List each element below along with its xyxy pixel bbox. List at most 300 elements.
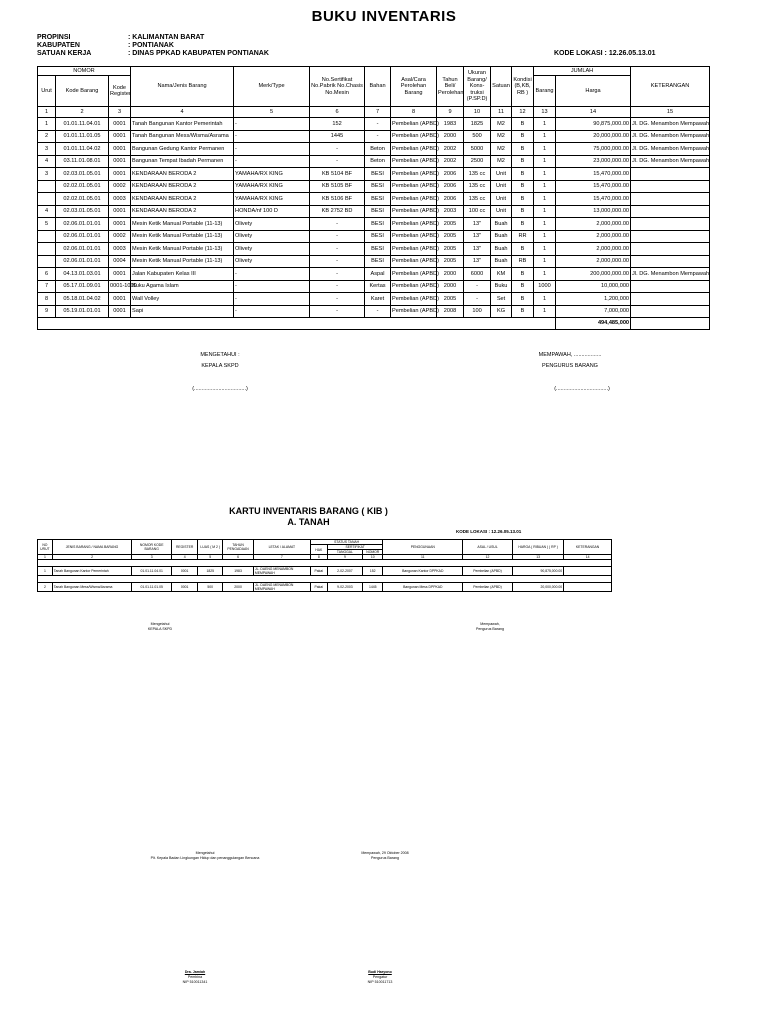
sign-left-title: MENGETAHUI : [200,352,240,358]
table-cell: Bangunan Tempat Ibadah Permanen [131,155,234,168]
table-cell: KENDARAAN BERODA 2 [131,193,234,206]
table-cell: - [310,280,365,293]
table-cell: BESI [365,218,391,231]
table-cell: Pembelian (APBD) [391,130,437,143]
table-cell: 1 [534,143,556,156]
table-row [38,230,710,243]
sign-right [520,350,620,372]
header-bahan: Bahan [365,67,391,107]
table-cell: 1 [534,230,556,243]
table-cell: Pembelian (APBD) [391,268,437,281]
table-cell [631,255,710,268]
table-cell: B [512,193,534,206]
table-cell: RR [512,230,534,243]
kib-column-number: 9 [327,555,362,560]
table-cell: Unit [491,205,512,218]
table-cell: BESI [365,255,391,268]
footer-sign-right: Mempawah, 29 Oktober 2008 Pengurus Barang [361,851,409,860]
table-row [38,305,710,318]
table-cell: 3 [38,143,56,156]
table-cell: BESI [365,243,391,256]
table-cell: B [512,268,534,281]
table-cell: Mesin Ketik Manual Portable (11-13) [131,230,234,243]
info-propinsi: PROPINSI : KALIMANTAN BARAT [37,34,205,41]
kib-column-number: 14 [564,555,612,560]
table-row [38,243,710,256]
table-cell: - [365,130,391,143]
kib-table-cell: 1 [38,567,53,576]
footer-name-right: Budi Haryono Pengatur NIP 510011713 [367,970,393,984]
kib-table-cell: 1445 [363,583,383,592]
kib-spacer-row [38,560,612,567]
kib-table-cell: Bangunan Kantor DPPKAD [383,567,463,576]
table-cell: B [512,143,534,156]
table-cell: 01.01.11.04.02 [56,143,109,156]
table-cell: Pembelian (APBD) [391,230,437,243]
header-barang: Barang [534,76,556,107]
table-header-row [38,67,710,76]
header-kode-register: Kode Register [109,76,131,107]
kib-sign-left: Mengetahui KEPALA SKPD [147,622,173,631]
table-cell: - [310,155,365,168]
table-cell: Olivety [234,243,310,256]
table-cell: Jl. DG. Menambon Mempawah [631,118,710,131]
sign-left [180,350,260,372]
table-cell: Buah [491,255,512,268]
column-number: 7 [365,107,391,118]
kib-table-cell: 90,875,000.00 [513,567,564,576]
kib-spacer-row [38,576,612,583]
table-cell: 90,875,000.00 [556,118,631,131]
header-asal: Asal/Cara Perolehan Barang [391,67,437,107]
table-cell [631,293,710,306]
header-nama: Nama/Jenis Barang [131,67,234,107]
kib-table [37,539,612,592]
table-cell [38,255,56,268]
table-cell: Unit [491,193,512,206]
kib-table-cell: Pakai [310,583,327,592]
kib-table-cell [564,567,612,576]
kib-table-cell: 0001 [172,567,198,576]
table-cell: M2 [491,130,512,143]
table-cell: - [234,293,310,306]
table-cell: 0001 [109,130,131,143]
kib-column-number: 12 [463,555,513,560]
table-cell: M2 [491,143,512,156]
table-cell: Pembelian (APBD) [391,118,437,131]
table-cell: 9 [38,305,56,318]
table-cell: KENDARAAN BERODA 2 [131,180,234,193]
table-cell: - [234,155,310,168]
kib-header-letak: LETAK / ALAMAT [253,540,310,555]
table-cell: 135 cc [464,193,491,206]
column-number: 12 [512,107,534,118]
table-cell: 2,000,000.00 [556,230,631,243]
table-cell: 0004 [109,255,131,268]
table-cell [38,230,56,243]
table-cell: Buku [491,280,512,293]
header-urut: Urut [38,76,56,107]
table-cell: 200,000,000.00 [556,268,631,281]
table-cell: 05.19.01.01.01 [56,305,109,318]
table-cell: 5 [38,218,56,231]
table-cell: KB 5105 BF [310,180,365,193]
table-row [38,168,710,181]
table-cell: 2005 [437,255,464,268]
kib-title: KARTU INVENTARIS BARANG ( KIB ) A. TANAH [229,506,388,527]
table-cell [631,205,710,218]
kib-column-number: 5 [198,555,223,560]
kib-table-cell: JL. DAENG MENAMBON MEMPAWAH [253,567,310,576]
column-number: 10 [464,107,491,118]
table-cell: - [234,305,310,318]
table-cell: - [365,305,391,318]
table-cell: 7,000,000 [556,305,631,318]
table-cell: 0001 [109,118,131,131]
table-cell: 2002 [437,155,464,168]
table-cell: 2 [38,130,56,143]
table-cell: 1825 [464,118,491,131]
header-merk: Merk/Type [234,67,310,107]
footer-sign-left: Mengetahui Plt. Kepala Badan Lingkungan Hidup dan penanggulangan Bencana [150,851,260,860]
inventory-table [37,66,710,330]
kib-table-cell: 500 [198,583,223,592]
table-cell: Tanah Bangunan Mess/Wisma/Asrama [131,130,234,143]
table-cell: 4 [38,205,56,218]
table-cell: 05.18.01.04.02 [56,293,109,306]
table-cell: B [512,180,534,193]
table-cell: B [512,293,534,306]
table-cell: KENDARAAN BERODA 2 [131,168,234,181]
table-cell: Jl. DG. Menambon Mempawah [631,268,710,281]
table-cell: 2000 [437,280,464,293]
table-cell: Unit [491,180,512,193]
table-cell: 7 [38,280,56,293]
column-number: 11 [491,107,512,118]
table-cell: 2,000,000.00 [556,243,631,256]
table-cell: 0001 [109,168,131,181]
table-cell: - [365,118,391,131]
table-cell: Buah [491,218,512,231]
total-value: 494,485,000 [556,318,631,330]
table-cell: 13" [464,255,491,268]
table-cell: BESI [365,168,391,181]
table-cell: HONDA/nf 100 D [234,205,310,218]
table-cell: 01.01.11.04.01 [56,118,109,131]
table-cell: 04.13.01.03.01 [56,268,109,281]
sign-left-name: (..................................) [192,386,248,392]
kib-table-cell [564,583,612,592]
table-cell: Mesin Ketik Manual Portable (11-13) [131,218,234,231]
kib-column-number: 1 [38,555,53,560]
table-cell: B [512,305,534,318]
column-number: 9 [437,107,464,118]
table-cell: 1 [534,193,556,206]
table-cell: B [512,280,534,293]
table-cell: 0001 [109,205,131,218]
table-cell: Sapi [131,305,234,318]
kib-header-tahun: TAHUN PENGADAAN [223,540,254,555]
table-cell: Buku Agama Islam [131,280,234,293]
table-cell: KB 5106 BF [310,193,365,206]
table-cell: 75,000,000.00 [556,143,631,156]
table-cell: 1000 [534,280,556,293]
table-cell: 2000 [437,268,464,281]
kib-kode-lokasi: KODE LOKASI : 12.26.05.13.01 [456,529,522,534]
table-cell: Jl. DG. Menambon Mempawah [631,143,710,156]
table-cell: 6000 [464,268,491,281]
table-cell: 15,470,000.00 [556,168,631,181]
table-cell: - [310,243,365,256]
table-cell: Wall Volley [131,293,234,306]
table-cell: 1 [534,155,556,168]
table-cell: 13" [464,243,491,256]
table-cell: - [234,280,310,293]
table-cell: 2005 [437,293,464,306]
table-cell: Bangunan Gedung Kantor Permanen [131,143,234,156]
kib-header-penggunaan: PENGGUNAAN [383,540,463,555]
column-number: 6 [310,107,365,118]
table-cell: M2 [491,118,512,131]
sign-right-name: (..................................) [554,386,610,392]
table-cell: M2 [491,155,512,168]
table-cell: Jl. DG. Menambon Mempawah [631,155,710,168]
table-cell: 3 [38,168,56,181]
table-row [38,155,710,168]
kib-header-hak: HAK [310,545,327,555]
table-cell: KM [491,268,512,281]
header-jumlah: JUMLAH [534,67,631,76]
table-cell: 1 [534,180,556,193]
table-cell: 13" [464,218,491,231]
table-cell: 03.11.01.08.01 [56,155,109,168]
table-cell [631,230,710,243]
kib-header-tanggal: TANGGAL [327,550,362,555]
table-cell: 135 cc [464,168,491,181]
table-cell: 05.17.01.09.01 [56,280,109,293]
table-cell: Pembelian (APBD) [391,168,437,181]
table-cell [38,193,56,206]
column-number: 15 [631,107,710,118]
table-cell: 02.06.01.01.01 [56,243,109,256]
table-cell: 0001 [109,268,131,281]
table-cell: 13,000,000.00 [556,205,631,218]
table-row [38,293,710,306]
table-cell: 1 [534,118,556,131]
table-cell: BESI [365,180,391,193]
table-cell: 2008 [437,305,464,318]
table-cell: 1 [534,205,556,218]
table-cell: - [310,255,365,268]
table-cell: 1445 [310,130,365,143]
kib-table-row [38,567,612,576]
kib-header-nomor: NOMOR [363,550,383,555]
kib-table-cell: Tanah Bangunan Kantor Pemerintah [52,567,132,576]
table-row [38,193,710,206]
kib-table-cell: 1983 [223,567,254,576]
table-cell: 13" [464,230,491,243]
table-cell: Jl. DG. Menambon Mempawah [631,130,710,143]
kib-table-row [38,583,612,592]
column-number: 4 [131,107,234,118]
table-cell: 0003 [109,243,131,256]
kib-header-keterangan: KETERANGAN [564,540,612,555]
sign-left-role: KEPALA SKPD [201,363,239,369]
table-row [38,118,710,131]
table-cell: B [512,130,534,143]
kib-table-cell: 2-02-2007 [327,567,362,576]
table-row [38,268,710,281]
header-ukuran: Ukuran Barang/ Kons- truksi (P.SP.D) [464,67,491,107]
column-number: 1 [38,107,56,118]
table-cell: Kertas [365,280,391,293]
sign-right-place: MEMPAWAH, .................. [538,352,602,358]
table-cell: 2002 [437,143,464,156]
table-cell: 02.03.01.05.01 [56,205,109,218]
table-cell: Mesin Ketik Manual Portable (11-13) [131,255,234,268]
table-cell [631,193,710,206]
table-cell: 6 [38,268,56,281]
table-cell: Olivety [234,218,310,231]
table-cell: 0003 [109,193,131,206]
column-number: 8 [391,107,437,118]
kib-header-no: NO URUT [38,540,53,555]
table-cell: KG [491,305,512,318]
table-cell: 1 [534,255,556,268]
table-cell: 1 [534,243,556,256]
table-cell: 1983 [437,118,464,131]
table-cell: Mesin Ketik Manual Portable (11-13) [131,243,234,256]
table-cell: 1 [534,130,556,143]
table-cell [38,180,56,193]
table-row [38,255,710,268]
table-cell: B [512,218,534,231]
kib-sign-right: Mempawah, Pengurus Barang [476,622,504,631]
table-cell: Pembelian (APBD) [391,193,437,206]
column-number: 14 [556,107,631,118]
table-cell: - [464,293,491,306]
table-cell: B [512,168,534,181]
kib-header-asal: ASAL / USUL [463,540,513,555]
table-cell: 15,470,000.00 [556,180,631,193]
table-cell: Olivety [234,255,310,268]
header-satuan: Satuan [491,67,512,107]
table-cell: 02.03.01.05.01 [56,168,109,181]
kib-table-cell: 0001 [172,583,198,592]
table-cell: 20,000,000.00 [556,130,631,143]
kib-column-number: 3 [132,555,172,560]
table-cell: 0001-1000 [109,280,131,293]
table-cell: 0001 [109,143,131,156]
kib-table-cell: JL. DAENG MENAMBON MEMPAWAH [253,583,310,592]
table-cell: 2,000,000.00 [556,255,631,268]
table-cell: Set [491,293,512,306]
kib-table-cell: 01.01.11.01.05 [132,583,172,592]
table-cell: 2,000,000.00 [556,218,631,231]
table-cell [631,280,710,293]
table-cell: Pembelian (APBD) [391,180,437,193]
kib-table-cell: Tanah Bangunan Mess/Wisma/Asrama [52,583,132,592]
table-cell: - [234,130,310,143]
kib-header-kode: NOMOR KODE BARANG [132,540,172,555]
column-number: 2 [56,107,109,118]
table-cell: Jalan Kabupaten Kelas III [131,268,234,281]
table-cell: Buah [491,243,512,256]
table-row [38,205,710,218]
table-cell: 1 [534,168,556,181]
table-cell: 2006 [437,193,464,206]
kib-column-number: 11 [383,555,463,560]
kib-header-status: STATUS TANAH [310,540,383,545]
table-cell: Olivety [234,230,310,243]
table-cell: 0001 [109,305,131,318]
table-cell: 8 [38,293,56,306]
header-harga: Harga [556,76,631,107]
kib-table-cell: 2 [38,583,53,592]
table-cell: Pembelian (APBD) [391,280,437,293]
table-cell: - [234,118,310,131]
kib-table-cell: Bangunan Mess DPPKAD [383,583,463,592]
kib-header-register: REGISTER [172,540,198,555]
total-row [38,318,710,330]
table-cell [38,243,56,256]
table-cell: Buah [491,230,512,243]
table-cell: KB 5104 BF [310,168,365,181]
table-cell: - [310,230,365,243]
table-cell: 2006 [437,168,464,181]
table-cell: BESI [365,193,391,206]
table-cell: Pembelian (APBD) [391,305,437,318]
table-cell: 4 [38,155,56,168]
kib-header-jenis: JENIS BARANG / NAMA BARANG [52,540,132,555]
table-cell: 2005 [437,218,464,231]
table-cell: 2005 [437,230,464,243]
table-cell: Pembelian (APBD) [391,293,437,306]
table-cell: 0001 [109,218,131,231]
table-cell: YAMAHA/RX KING [234,168,310,181]
kib-table-cell: 1825 [198,567,223,576]
kib-column-number: 2 [52,555,132,560]
table-cell: 135 cc [464,180,491,193]
table-cell: 100 [464,305,491,318]
kib-table-cell: 20,000,000.00 [513,583,564,592]
table-cell: - [310,218,365,231]
header-tahun: Tahun Beli/ Perolehan [437,67,464,107]
column-number-row [38,107,710,118]
kib-table-cell: Pakai [310,567,327,576]
header-kode-barang: Kode Barang [56,76,109,107]
table-cell: 10,000,000 [556,280,631,293]
table-cell: 1 [534,268,556,281]
kib-table-cell: 9-02-2003 [327,583,362,592]
table-cell: - [310,305,365,318]
table-cell: 5000 [464,143,491,156]
table-cell: Aspal [365,268,391,281]
table-cell: 2500 [464,155,491,168]
table-cell: - [310,143,365,156]
table-cell: 02.02.01.05.01 [56,180,109,193]
table-cell: 15,470,000.00 [556,193,631,206]
document-title: BUKU INVENTARIS [311,8,457,25]
table-cell: Unit [491,168,512,181]
kib-table-cell: 01.01.11.04.01 [132,567,172,576]
kib-header-sertifikat: SERTIFIKAT [327,545,383,550]
kib-table-cell: 2000 [223,583,254,592]
table-cell [631,168,710,181]
table-cell: B [512,243,534,256]
table-row [38,180,710,193]
table-cell: 100 cc [464,205,491,218]
